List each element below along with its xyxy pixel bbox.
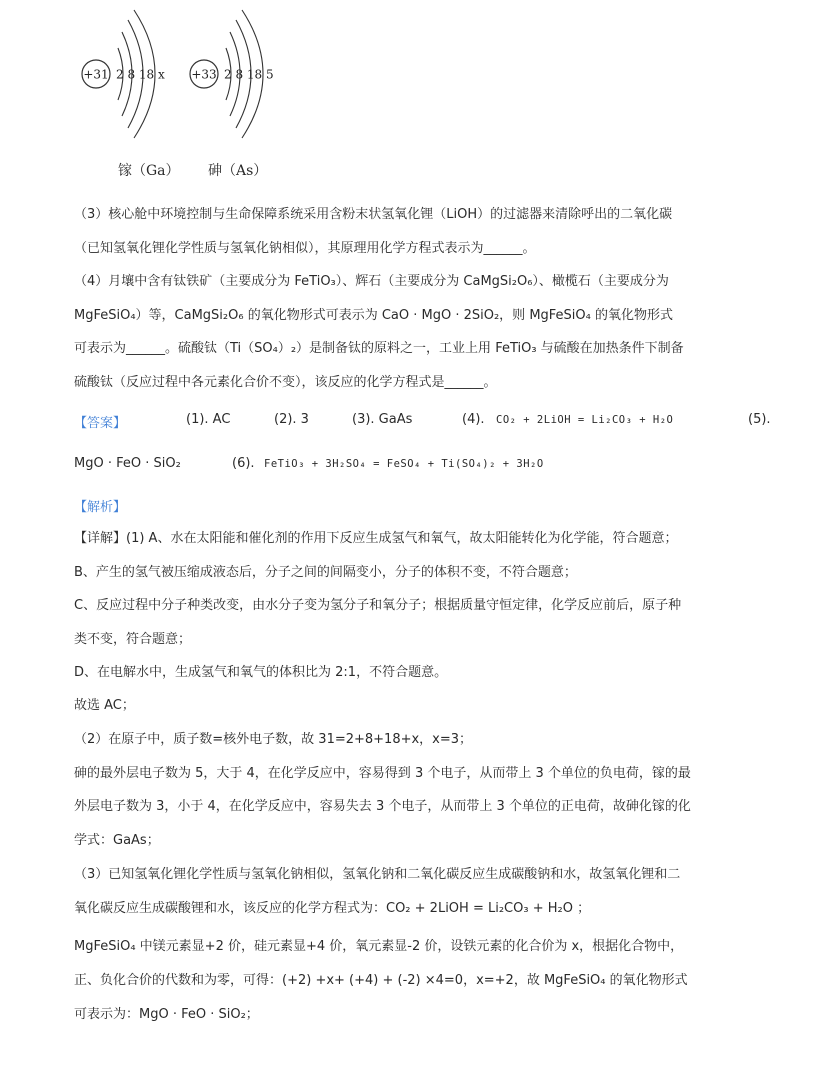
answer-3: (3). GaAs: [352, 412, 413, 427]
arsenic-label: 砷（As）: [208, 163, 268, 179]
arsenic-shell-electrons: 2 8 18 5: [224, 67, 274, 82]
question-4-line-2: MgFeSiO₄）等，CaMgSi₂O₆ 的氧化物形式可表示为 CaO · MgO · 2SiO₂，则 MgFeSiO₄ 的氧化物形式: [74, 308, 673, 323]
analysis-line: 【详解】(1) A、水在太阳能和催化剂的作用下反应生成氢气和氧气，故太阳能转化为化学能，符合题意；: [74, 531, 678, 546]
question-4-line-3: 可表示为______。硫酸钛（Ti（SO₄）₂）是制备钛的原料之一，工业上用 FeTiO₃ 与硫酸在加热条件下制备: [74, 341, 684, 356]
gallium-atom-diagram: [82, 10, 165, 138]
analysis-line: MgFeSiO₄ 中镁元素显+2 价，硅元素显+4 价，氧元素显-2 价，设铁元素的化合价为 x，根据化合物中，: [74, 939, 684, 954]
analysis-line: 故选 AC；: [74, 698, 135, 713]
question-3-line-1: （3）核心舱中环境控制与生命保障系统采用含粉末状氢氧化锂（LiOH）的过滤器来清除呼出的二氧化碳: [74, 207, 673, 222]
analysis-line: 氧化碳反应生成碳酸锂和水，该反应的化学方程式为：CO₂ + 2LiOH = Li₂CO₃ + H₂O ；: [74, 901, 591, 916]
gallium-label: 镓（Ga）: [118, 163, 180, 179]
analysis-line: 砷的最外层电子数为 5，大于 4，在化学反应中，容易得到 3 个电子，从而带上 3 个单位的负电荷，镓的最: [74, 766, 691, 781]
answer-6-equation: FeTiO₃ + 3H₂SO₄ = FeSO₄ + Ti(SO₄)₂ + 3H₂O: [264, 458, 544, 470]
analysis-line: 正、负化合价的代数和为零，可得：(+2) +x+ (+4) + (-2) ×4=0，x=+2，故 MgFeSiO₄ 的氧化物形式: [74, 973, 688, 988]
analysis-line: 可表示为：MgO · FeO · SiO₂；: [74, 1007, 259, 1022]
answer-5-number: (5).: [748, 412, 771, 427]
analysis-line: C、反应过程中分子种类改变，由水分子变为氢分子和氧分子；根据质量守恒定律，化学反应前后，原子种: [74, 598, 682, 613]
question-4-line-4: 硫酸钛（反应过程中各元素化合价不变），该反应的化学方程式是______。: [74, 375, 497, 390]
answer-5: MgO · FeO · SiO₂: [74, 456, 181, 471]
answer-2: (2). 3: [274, 412, 309, 427]
analysis-line: 类不变，符合题意；: [74, 632, 192, 647]
question-3-line-2: （已知氢氧化锂化学性质与氢氧化钠相似），其原理用化学方程式表示为______。: [74, 241, 536, 256]
answer-heading: 【答案】: [74, 416, 127, 431]
atom-structure-diagrams: [60, 0, 320, 150]
answer-4-number: (4).: [462, 412, 485, 427]
analysis-line: （3）已知氢氧化锂化学性质与氢氧化钠相似，氢氧化钠和二氧化碳反应生成碳酸钠和水，故氢氧化锂和二: [74, 867, 681, 882]
analysis-line: （2）在原子中，质子数=核外电子数，故 31=2+8+18+x，x=3；: [74, 732, 473, 747]
arsenic-nucleus-charge: +33: [191, 67, 217, 82]
answer-6-number: (6).: [232, 456, 255, 471]
gallium-nucleus-charge: +31: [83, 67, 109, 82]
arsenic-atom-diagram: [190, 10, 274, 138]
analysis-line: B、产生的氢气被压缩成液态后，分子之间的间隔变小，分子的体积不变，不符合题意；: [74, 565, 577, 580]
analysis-line: D、在电解水中，生成氢气和氧气的体积比为 2:1，不符合题意。: [74, 665, 448, 680]
question-4-line-1: （4）月壤中含有钛铁矿（主要成分为 FeTiO₃）、辉石（主要成分为 CaMgSi₂O₆）、橄榄石（主要成分为: [74, 274, 669, 289]
analysis-line: 学式：GaAs；: [74, 833, 160, 848]
analysis-line: 外层电子数为 3，小于 4，在化学反应中，容易失去 3 个电子，从而带上 3 个单位的正电荷，故砷化镓的化: [74, 799, 691, 814]
gallium-shell-electrons: 2 8 18 x: [116, 67, 165, 82]
analysis-heading: 【解析】: [74, 500, 127, 515]
answer-1: (1). AC: [186, 412, 231, 427]
answer-4-equation: CO₂ + 2LiOH = Li₂CO₃ + H₂O: [496, 414, 674, 426]
